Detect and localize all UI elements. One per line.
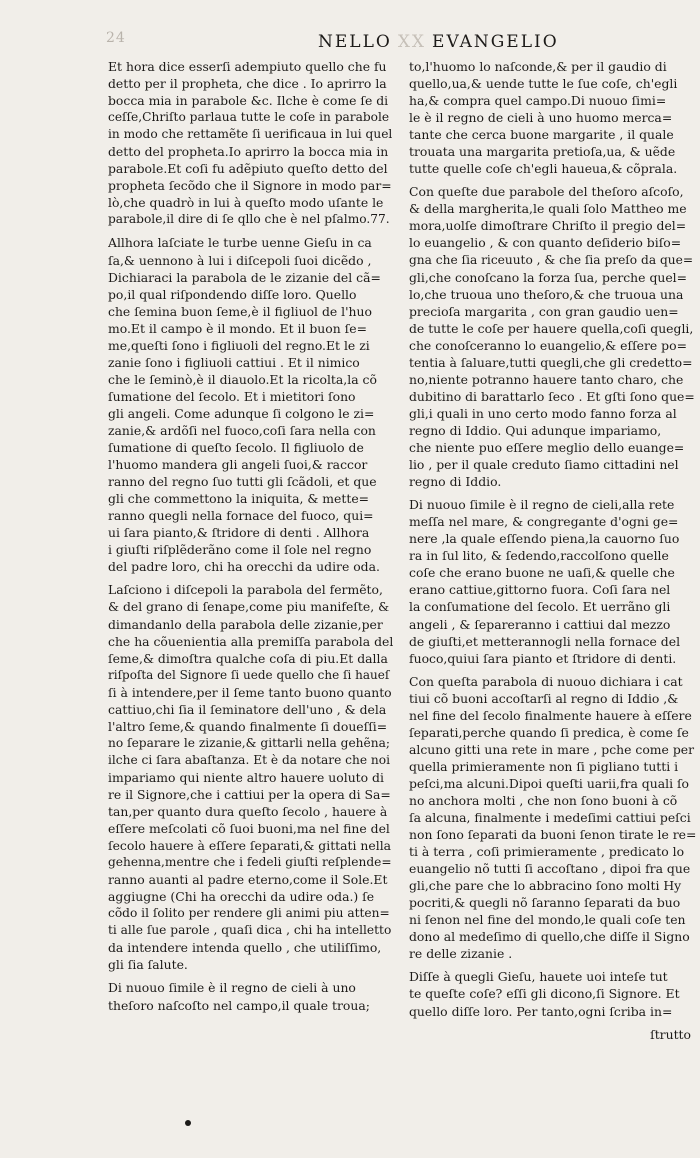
text-line: tiui cõ buoni accoſtarſi al regno di Iddio ,& bbox=[409, 690, 679, 706]
text-line: ti à terra , coſi primieramente , predicato lo bbox=[409, 844, 685, 860]
text-line: Et hora dice esserſi adempiuto quello che fu bbox=[108, 59, 387, 74]
text-line: no anchora molti , che non ſono buoni à cõ bbox=[409, 792, 678, 808]
text-line: angeli , & ſepareranno i cattiui dal mezzo bbox=[409, 616, 671, 632]
text-line: re delle zizanie . bbox=[409, 946, 513, 962]
text-line: dubitino di barattarlo ſeco . Et gſti ſono que= bbox=[409, 388, 695, 404]
text-line: tutte quelle coſe ch'egli haueua,& cõprala. bbox=[409, 161, 678, 177]
text-line: & della margherita,le quali ſolo Mattheo me bbox=[409, 201, 687, 217]
text-line: non ſono ſeparati da buoni ſenon tirate le re= bbox=[409, 827, 697, 843]
text-line: che conoſceranno lo euangelio,& eſſere po= bbox=[409, 337, 687, 353]
right-text-column bbox=[409, 58, 697, 1043]
running-head-title-part1: NELLO bbox=[318, 32, 392, 52]
text-line: Di nuouo ſimile è il regno de cieli,alla rete bbox=[409, 497, 675, 513]
text-line: eſſere meſcolati cõ ſuoi buoni,ma nel fine del bbox=[108, 821, 390, 837]
text-line: cattiuo,chi ſia il ſeminatore dell'uno , & dela bbox=[108, 701, 387, 717]
text-line: gli,che conoſcano la forza ſua, perche quel= bbox=[409, 269, 688, 285]
text-line: gehenna,mentre che i fedeli giuſti reſplende= bbox=[108, 855, 392, 870]
text-line: bocca mia in parabole &c. Ilche è come ſe di bbox=[108, 93, 389, 109]
text-line: theſoro naſcoſto nel campo,il quale troua; bbox=[108, 997, 370, 1013]
text-line: dimandanlo della parabola delle zizanie,per bbox=[108, 616, 383, 632]
text-line: che niente puo eſſere meglio dello euange= bbox=[409, 440, 685, 456]
text-line: ſa,& uennono à lui i diſcepoli ſuoi dicẽdo , bbox=[108, 252, 372, 268]
text-line: alcuno gitti una rete in mare , pche come per bbox=[409, 741, 695, 757]
paragraph bbox=[108, 58, 393, 228]
text-line: ranno del regno ſuo tutti gli ſcãdoli, et que bbox=[108, 474, 377, 490]
text-line: ſecolo hauere à eſſere ſeparati,& gittati nella bbox=[108, 838, 392, 854]
text-line: ilche ci ſara abaſtanza. Et è da notare che noi bbox=[108, 752, 390, 767]
text-line: regno di Iddio. bbox=[409, 474, 502, 490]
text-line: gli angeli. Come adunque ſi colgono le zi= bbox=[108, 405, 375, 421]
text-line: trouata una margarita pretioſa,ua, & uẽde bbox=[409, 144, 676, 160]
text-line: gli,che pare che lo abbracino ſono molti Hy bbox=[409, 878, 682, 894]
text-line: gli ſia ſalute. bbox=[108, 957, 188, 973]
running-head-title-part2: EVANGELIO bbox=[432, 32, 559, 52]
text-line: nere ,la quale eſſendo piena,la cauorno ſuo bbox=[409, 531, 680, 547]
text-line: da intendere intenda quello , che utiliſſimo, bbox=[108, 940, 382, 956]
text-line: ui ſara pianto,& ſtridore di denti . Allhora bbox=[108, 525, 370, 541]
text-line: & del grano di ſenape,come piu manifeſte, & bbox=[108, 599, 390, 615]
catchword: ſtrutto bbox=[650, 1026, 691, 1042]
text-line: me,queſti ſono i figliuoli del regno.Et le zi bbox=[108, 337, 370, 353]
text-line: detto per il propheta, che dice . Io aprirro la bbox=[108, 76, 387, 92]
text-line: meſſa nel mare, & congregante d'ogni ge= bbox=[409, 514, 679, 530]
text-line: Dichiaraci la parabola de le zizanie del cã= bbox=[108, 269, 381, 285]
paragraph bbox=[409, 968, 697, 1019]
paragraph bbox=[409, 496, 697, 666]
text-line: detto del propheta.Io aprirro la bocca mia in bbox=[108, 144, 389, 160]
text-line: ſa alcuna, finalmente i medeſimi cattiui peſci bbox=[409, 810, 691, 826]
text-line: ſi à intendere,per il ſeme tanto buono quanto bbox=[108, 684, 392, 700]
text-line: de tutte le coſe per hauere quella,coſi quegli, bbox=[409, 320, 694, 336]
text-line: to,l'huomo lo naſconde,& per il gaudio di bbox=[409, 59, 667, 74]
text-line: lò,che quadrò in lui à queſto modo uſante le bbox=[108, 195, 384, 211]
text-line: impariamo qui niente altro hauere uoluto di bbox=[108, 769, 384, 785]
text-line: cõdo il ſolito per rendere gli animi piu atten= bbox=[108, 906, 390, 921]
text-line: le è il regno de cieli à uno huomo merca= bbox=[409, 110, 673, 126]
text-line: zanie,& ardõſi nel fuoco,coſi ſara nella con bbox=[108, 422, 376, 438]
text-line: te queſte coſe? eſſi gli dicono,ſi Signore. Et bbox=[409, 986, 680, 1002]
paragraph bbox=[108, 979, 393, 1013]
text-line: riſpoſta del Signore ſi uede quello che ſi haueſ bbox=[108, 667, 390, 682]
paragraph bbox=[409, 58, 697, 177]
text-line: dono al medeſimo di quello,che diſſe il Signo bbox=[409, 929, 690, 945]
left-text-column bbox=[108, 58, 393, 1014]
paragraph bbox=[409, 673, 697, 963]
text-line: quello diſſe loro. Per tanto,ogni ſcriba in= bbox=[409, 1003, 673, 1019]
text-line: che le ſeminò,è il diauolo.Et la ricolta,la cõ bbox=[108, 371, 377, 387]
text-line: gna che ſia riceuuto , & che ſia preſo da que= bbox=[409, 252, 694, 267]
text-line: Con queſta parabola di nuouo dichiara i cat bbox=[409, 673, 683, 689]
text-line: nel fine del ſecolo finalmente hauere à eſſere bbox=[409, 707, 692, 723]
text-line: ſeme,& dimoſtra qualche coſa di piu.Et dalla bbox=[108, 650, 388, 666]
text-line: mora,uolſe dimoſtrare Chriſto il pregio del= bbox=[409, 218, 687, 234]
text-line: de giuſti,et metterannogli nella fornace del bbox=[409, 633, 681, 649]
text-line: erano cattiue,gittorno fuora. Coſi ſara nel bbox=[409, 582, 671, 598]
text-line: aggiugne (Chi ha orecchi da udire oda.) ſe bbox=[108, 889, 375, 905]
text-line: la conſumatione del ſecolo. Et uerrãno gli bbox=[409, 599, 671, 615]
text-line: Diſſe à quegli Gieſu, hauete uoi inteſe tut bbox=[409, 969, 668, 985]
paragraph bbox=[108, 234, 393, 575]
text-line: ra in ſul lito, & ſedendo,raccolſono quelle bbox=[409, 548, 669, 564]
text-line: coſe che erano buone ne uaſi,& quelle che bbox=[409, 565, 675, 581]
text-line: ceſſe,Chriſto parlaua tutte le coſe in parabole bbox=[108, 110, 390, 125]
text-line: fuoco,quiui ſara pianto et ſtridore di denti. bbox=[409, 650, 677, 666]
text-line: ranno quegli nella fornace del fuoco, qui= bbox=[108, 508, 374, 524]
text-line: ni ſenon nel fine del mondo,le quali coſe ten bbox=[409, 912, 686, 928]
text-line: parabole,il dire di ſe qllo che è nel pſalmo.77. bbox=[108, 212, 390, 227]
text-line: precioſa margarita , con gran gaudio uen= bbox=[409, 303, 679, 319]
text-line: ſumatione del ſecolo. Et i mietitori ſono bbox=[108, 388, 356, 404]
text-line: tentia à ſaluare,tutti quegli,che gli credetto= bbox=[409, 354, 693, 370]
text-line: ranno auanti al padre eterno,come il Sole.Et bbox=[108, 872, 388, 888]
text-line: in modo che rettamẽte ſi uerificaua in lui quel bbox=[108, 127, 393, 142]
text-line: quella primieramente non ſi pigliano tutti i bbox=[409, 758, 679, 774]
text-line: ti alle ſue parole , quaſi dica , chi ha intelletto bbox=[108, 923, 392, 938]
text-line: ſeparati,perche quando ſi predica, è come ſe bbox=[409, 724, 689, 740]
printer-dot-mark bbox=[185, 1120, 191, 1126]
text-line: gli che commettono la iniquita, & mette= bbox=[108, 491, 370, 507]
text-line: che ha cõuenientia alla premiſſa parabola del bbox=[108, 633, 393, 649]
text-line: parabole.Et coſi fu adẽpiuto queſto detto del bbox=[108, 161, 388, 177]
text-line: tante che cerca buone margarite , il quale bbox=[409, 127, 674, 143]
paragraph bbox=[108, 581, 393, 973]
text-line: i giuſti riſplẽderãno come il ſole nel regno bbox=[108, 542, 372, 558]
text-line: Di nuouo ſimile è il regno de cieli à uno bbox=[108, 980, 356, 996]
text-line: mo.Et il campo è il mondo. Et il buon ſe= bbox=[108, 320, 367, 336]
text-line: lo euangelio , & con quanto deſiderio biſo= bbox=[409, 235, 682, 251]
text-line: euangelio nõ tutti ſi accoſtano , dipoi fra que bbox=[409, 861, 691, 877]
text-line: no ſeparare le zizanie,& gittarli nella gehẽna; bbox=[108, 735, 390, 750]
text-line: l'huomo mandera gli angeli ſuoi,& raccor bbox=[108, 457, 368, 473]
text-line: Laſciono i diſcepoli la parabola del fermẽto, bbox=[108, 582, 383, 598]
text-line: del padre loro, chi ha orecchi da udire oda. bbox=[108, 559, 380, 575]
text-line: re il Signore,che i cattiui per la opera di Sa= bbox=[108, 786, 391, 802]
text-line: regno di Iddio. Qui adunque impariamo, bbox=[409, 422, 662, 438]
text-line: ſumatione di queſto ſecolo. Il figliuolo de bbox=[108, 440, 364, 456]
paragraph bbox=[409, 183, 697, 490]
text-line: pocriti,& quegli nõ ſaranno ſeparati da buo bbox=[409, 895, 681, 911]
folio-number-text: 24 bbox=[106, 30, 126, 46]
text-line: quello,ua,& uende tutte le ſue coſe, ch'egli bbox=[409, 76, 678, 92]
text-line: no,niente potranno hauere tanto charo, che bbox=[409, 371, 684, 387]
faint-center-mark: XX bbox=[397, 32, 427, 52]
text-line: lo,che truoua uno theſoro,& che truoua una bbox=[409, 286, 684, 302]
text-line: ha,& compra quel campo.Di nuouo ſimi= bbox=[409, 93, 667, 109]
text-line: Con queſte due parabole del theſoro aſcoſo, bbox=[409, 184, 684, 200]
text-line: zanie ſono i figliuoli cattiui . Et il nimico bbox=[108, 354, 360, 370]
text-line: Allhora laſciate le turbe uenne Gieſu in ca bbox=[108, 235, 372, 251]
text-line: l'altro ſeme,& quando finalmente ſi doueſſi= bbox=[108, 718, 388, 734]
text-line: po,il qual riſpondendo diſſe loro. Quello bbox=[108, 286, 357, 302]
text-line: gli,i quali in uno certo modo fanno forza al bbox=[409, 405, 677, 421]
text-line: tan,per quanto dura queſto ſecolo , hauere à bbox=[108, 804, 388, 820]
text-line: che ſemina buon ſeme,è il figliuol de l'huo bbox=[108, 303, 372, 319]
text-line: lio , per il quale creduto ſiamo cittadini nel bbox=[409, 457, 679, 473]
text-line: propheta ſecõdo che il Signore in modo par= bbox=[108, 178, 392, 194]
folio-number bbox=[106, 30, 126, 46]
running-head bbox=[318, 32, 698, 52]
text-line: peſci,ma alcuni.Dipoi queſti uarii,fra quali ſo bbox=[409, 775, 690, 791]
